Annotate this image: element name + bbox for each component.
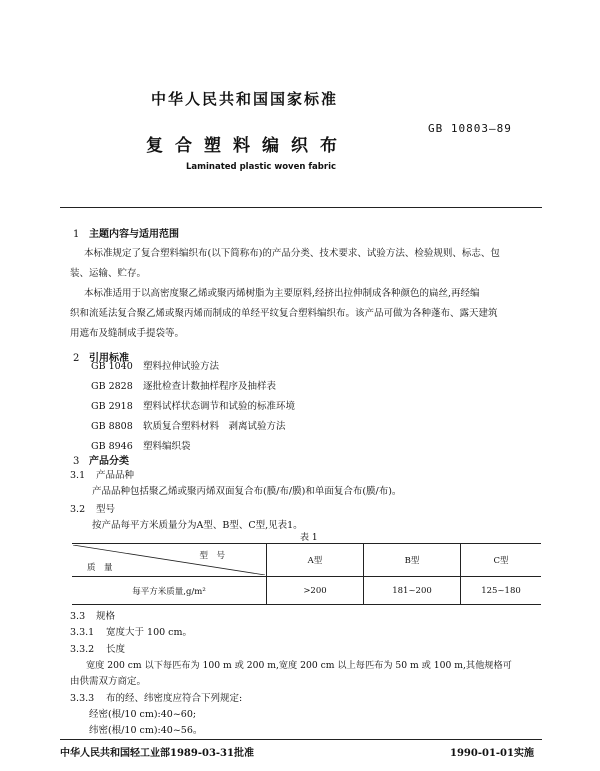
subsection-title: 型号 — [96, 504, 116, 515]
reference-title: 塑料试样状态调节和试验的标准环境 — [143, 401, 296, 412]
document-title: 复合塑料编织布 — [146, 136, 349, 156]
subsection-title: 长度 — [106, 644, 126, 655]
reference-item — [91, 377, 295, 397]
table-header-cell: A型 — [267, 544, 364, 577]
weft-density: 纬密(根/10 cm):40~56。 — [89, 725, 203, 736]
reference-list — [91, 357, 295, 457]
section-heading-text: 产品分类 — [89, 456, 129, 467]
subsection-number: 3.2 — [70, 504, 86, 515]
table-cell: >200 — [267, 577, 364, 605]
paragraph-line: 本标准适用于以高密度聚乙烯或聚丙烯树脂为主要原料,经挤出拉伸制成各种颜色的扁丝,再经编 — [84, 288, 480, 299]
standard-code: GB 10803—89 — [428, 122, 512, 135]
paragraph-line: 由供需双方商定。 — [70, 676, 147, 687]
reference-item — [91, 397, 295, 417]
reference-code: GB 1040 — [91, 361, 133, 372]
paragraph-line: 按产品每平方米质量分为A型、B型、C型,见表1。 — [92, 520, 303, 531]
header-type-label: 型 号 — [199, 551, 225, 561]
paragraph-line: 织和流延法复合聚乙烯或聚丙烯而制成的单经平纹复合塑料编织布。该产品可做为各种蓬布、露天建筑 — [70, 308, 498, 319]
type-table — [72, 543, 541, 605]
table-header-row — [72, 544, 541, 577]
warp-density: 经密(根/10 cm):40~60; — [89, 709, 197, 720]
reference-item — [91, 417, 295, 437]
section-number: 1 — [73, 229, 80, 240]
table-row — [72, 577, 541, 605]
paragraph-line: 宽度 200 cm 以下每匹布为 100 m 或 200 m,宽度 200 cm 以上每匹布为 50 m 或 100 m,其他规格可 — [86, 660, 512, 671]
table-cell: 125~180 — [461, 577, 542, 605]
section-number: 2 — [73, 353, 80, 364]
subsection-title: 布的经、纬密度应符合下列规定: — [106, 693, 243, 704]
reference-title: 塑料拉伸试验方法 — [143, 361, 220, 372]
reference-title: 软质复合塑料材料 剥离试验方法 — [143, 421, 286, 432]
subsection-number: 3.3.1 — [70, 627, 95, 638]
section-3-heading — [73, 452, 129, 467]
paragraph-line: 本标准规定了复合塑料编织布(以下简称布)的产品分类、技术要求、试验方法、检验规则、标志、包 — [84, 248, 500, 259]
table-header-cell: C型 — [461, 544, 542, 577]
footer-divider — [60, 739, 542, 740]
paragraph-line: 产品品种包括聚乙烯或聚丙烯双面复合布(膜/布/膜)和单面复合布(膜/布)。 — [92, 486, 402, 497]
section-heading-text: 引用标准 — [89, 353, 129, 364]
table-header-cell: B型 — [364, 544, 461, 577]
approval-line: 中华人民共和国轻工业部1989-03-31批准 — [60, 748, 254, 759]
subsection-number: 3.3.3 — [70, 693, 95, 704]
subsection-number: 3.1 — [70, 470, 86, 481]
reference-title: 塑料编织袋 — [143, 441, 191, 452]
paragraph-text: 宽度大于 100 cm。 — [106, 627, 193, 638]
reference-code: GB 8808 — [91, 421, 133, 432]
table-corner-cell — [72, 544, 267, 577]
subsection-number: 3.3 — [70, 611, 86, 622]
section-number: 3 — [73, 456, 80, 467]
header-divider — [60, 207, 542, 208]
standard-title: 中华人民共和国国家标准 — [151, 90, 339, 108]
implementation-date: 1990-01-01实施 — [450, 748, 534, 759]
header-quality-label: 质 量 — [87, 563, 113, 573]
table-cell: 181~200 — [364, 577, 461, 605]
table-row-label: 每平方米质量,g/m² — [72, 577, 267, 605]
reference-code: GB 8946 — [91, 441, 133, 452]
table-caption: 表 1 — [300, 533, 318, 543]
subsection-title: 产品品种 — [96, 470, 135, 481]
document-title-english: Laminated plastic woven fabric — [186, 162, 337, 172]
subsection-title: 规格 — [96, 611, 116, 622]
section-1-heading — [73, 225, 179, 240]
paragraph-line: 装、运输、贮存。 — [70, 268, 147, 279]
reference-item — [91, 357, 295, 377]
reference-title: 逐批检查计数抽样程序及抽样表 — [143, 381, 277, 392]
section-heading-text: 主题内容与适用范围 — [89, 229, 179, 240]
reference-code: GB 2828 — [91, 381, 133, 392]
reference-code: GB 2918 — [91, 401, 133, 412]
paragraph-line: 用遮布及缝制成手提袋等。 — [70, 328, 185, 339]
subsection-number: 3.3.2 — [70, 644, 95, 655]
